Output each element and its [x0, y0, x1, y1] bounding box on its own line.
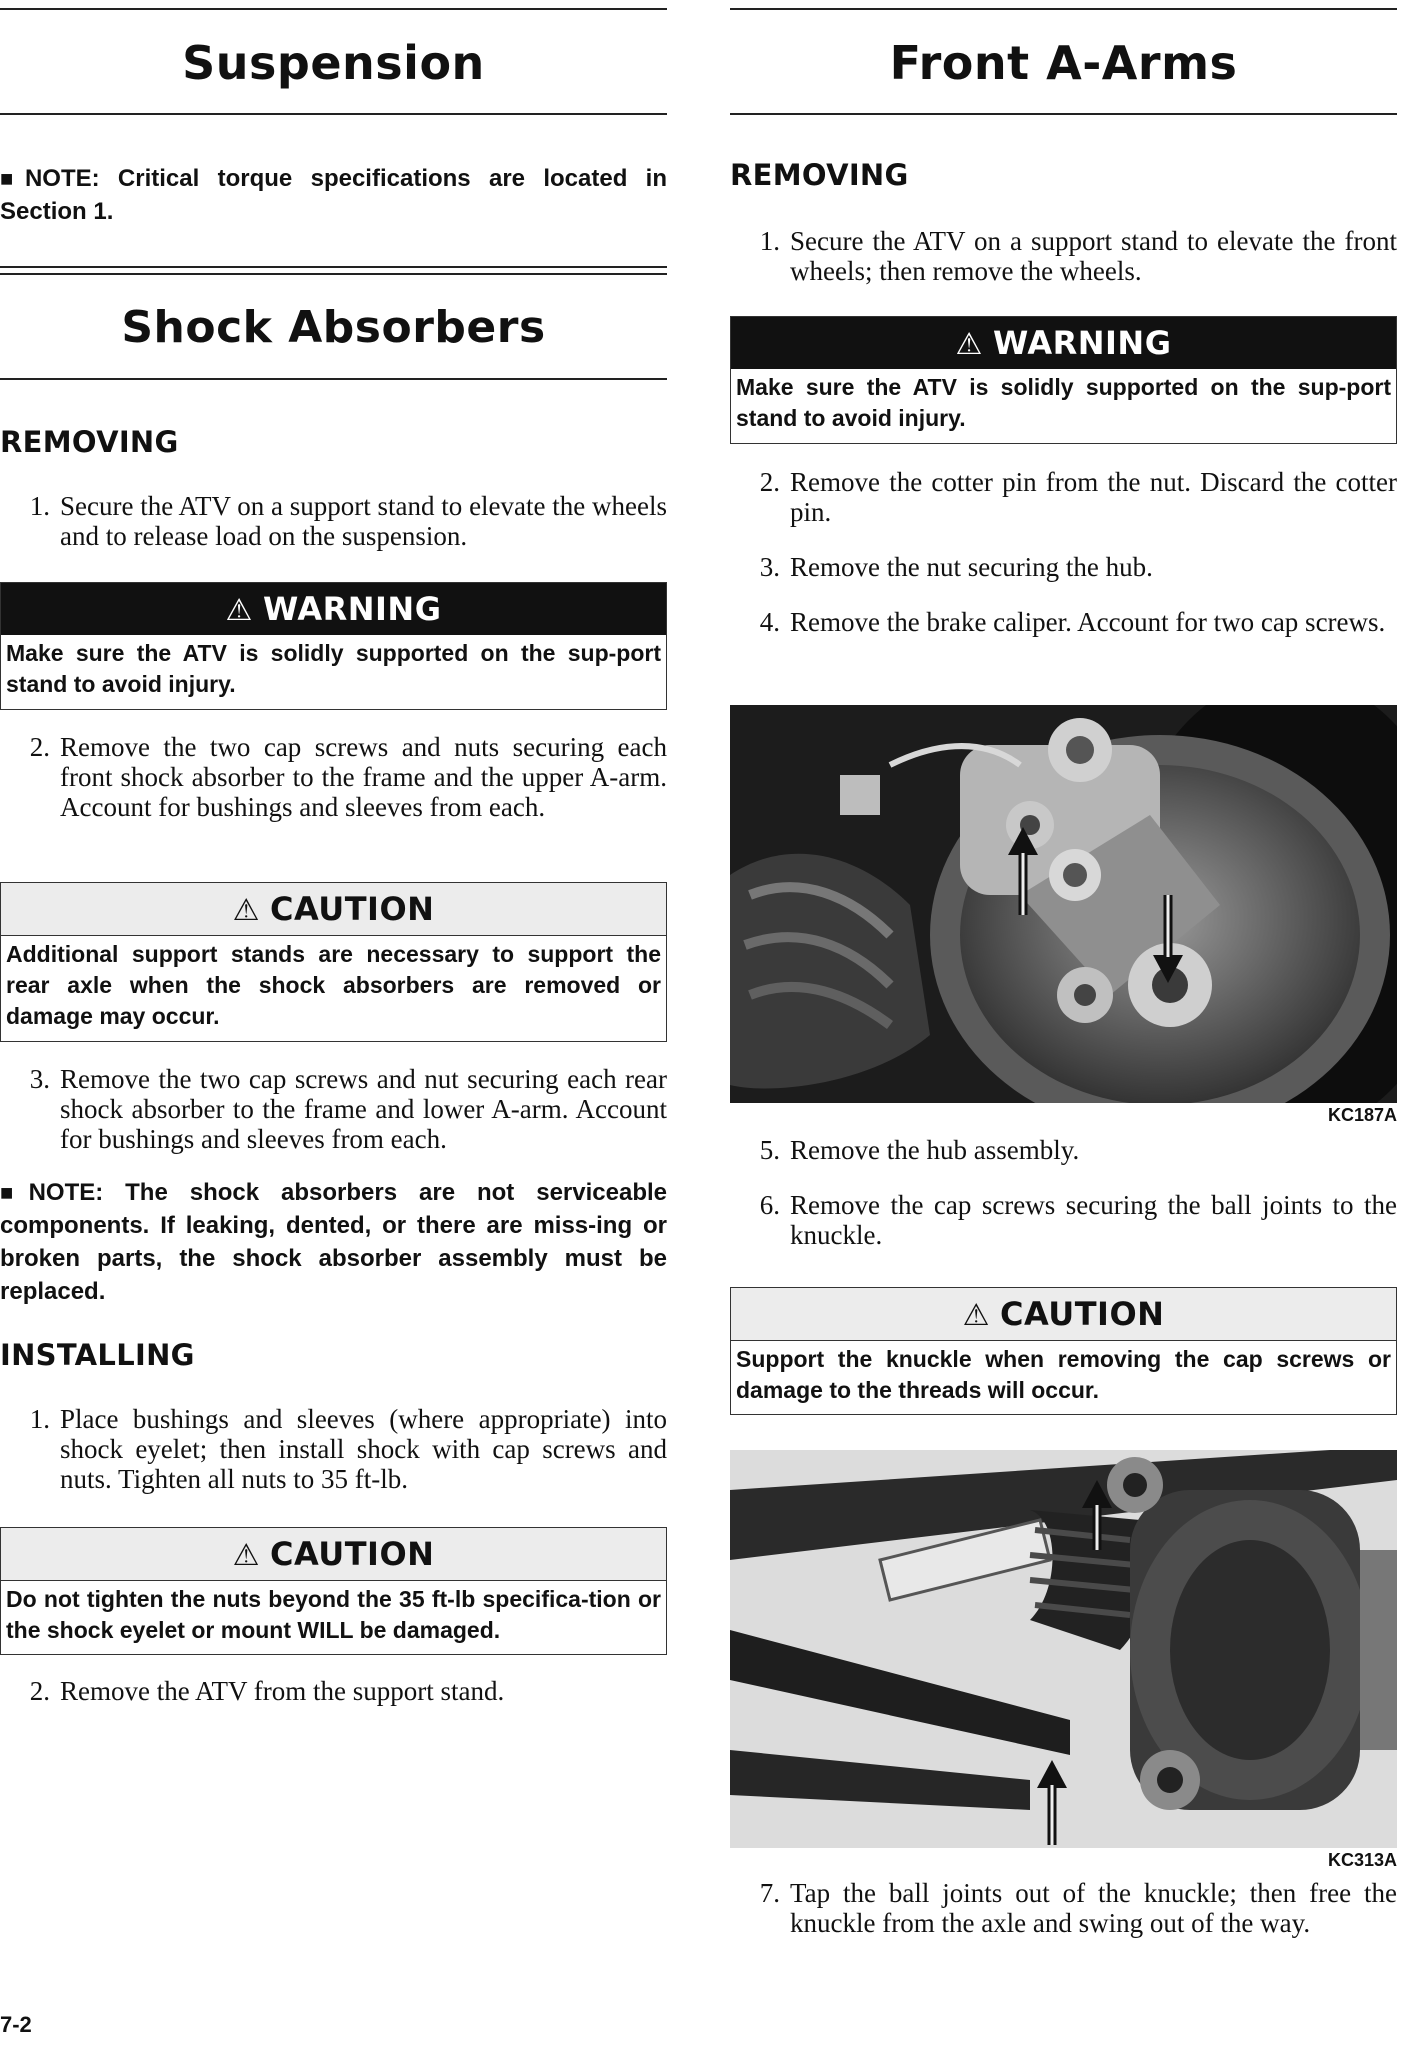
- list-item: 2. Remove the ATV from the support stand.: [29, 1676, 505, 1706]
- warning-body: Make sure the ATV is solidly supported on the sup-port stand to avoid injury.: [6, 640, 661, 697]
- list-item: 1. Secure the ATV on a support stand to elevate the wheels and to release load on the suspension.: [29, 491, 667, 551]
- list-item: 1. Secure the ATV on a support stand to elevate the front wheels; then remove the wheels.: [759, 226, 1397, 286]
- caution-header: ⚠ CAUTION: [731, 1288, 1396, 1341]
- caution-body: Support the knuckle when removing the cap screws or damage to the threads will occur.: [736, 1346, 1391, 1403]
- brake-caliper-illustration: [730, 705, 1397, 1103]
- square-bullet-icon: ■: [0, 1180, 29, 1205]
- title-rule: [0, 113, 667, 115]
- steps-d: [730, 1878, 1397, 1938]
- page-number: 7-2: [0, 2012, 32, 2037]
- top-rule: [730, 8, 1397, 10]
- caution-header: ⚠ CAUTION: [1, 883, 666, 936]
- list-item: 2. Remove the cotter pin from the nut. Discard the cotter pin.: [759, 467, 1397, 527]
- figure-label-kc187a: KC187A: [1327, 1105, 1397, 1125]
- section-title-shock-absorbers: Shock Absorbers: [121, 302, 546, 353]
- removing-heading: REMOVING: [0, 425, 179, 459]
- warning-triangle-icon: ⚠: [962, 1298, 990, 1333]
- removing-steps-1: [0, 491, 667, 551]
- warning-box: [0, 582, 667, 710]
- steps-a: [730, 226, 1397, 286]
- double-rule: [0, 266, 667, 275]
- list-item: 6. Remove the cap screws securing the ball joints to the knuckle.: [759, 1190, 1397, 1250]
- list-item: 2. Remove the two cap screws and nuts securing each front shock absorber to the frame and the upper A-arm. Account for bushings and sleeves from each.: [29, 732, 667, 822]
- installing-steps-1: [0, 1404, 667, 1494]
- list-item: 5. Remove the hub assembly.: [759, 1135, 1080, 1165]
- installing-steps-2: [0, 1676, 667, 1706]
- photo-brake-caliper: [730, 705, 1397, 1103]
- photo-knuckle: [730, 1450, 1397, 1848]
- list-item: 4. Remove the brake caliper. Account for two cap screws.: [759, 607, 1386, 637]
- caution-box: [730, 1287, 1397, 1415]
- section-title-front-a-arms: Front A-Arms: [889, 36, 1238, 90]
- top-rule: [0, 8, 667, 10]
- caution-body: Do not tighten the nuts beyond the 35 ft-lb specifica-tion or the shock eyelet or mount WILL be damaged.: [6, 1586, 661, 1643]
- removing-steps-3: [0, 1064, 667, 1154]
- warning-triangle-icon: ⚠: [955, 327, 983, 362]
- removing-heading: REMOVING: [730, 158, 909, 192]
- warning-body: Make sure the ATV is solidly supported on the sup-port stand to avoid injury.: [736, 374, 1391, 431]
- list-item: 3. Remove the nut securing the hub.: [759, 552, 1153, 582]
- shock-rule: [0, 378, 667, 380]
- warning-triangle-icon: ⚠: [232, 893, 260, 928]
- caution-header: ⚠ CAUTION: [1, 1528, 666, 1581]
- warning-triangle-icon: ⚠: [225, 593, 253, 628]
- knuckle-illustration: [730, 1450, 1397, 1848]
- list-item: 3. Remove the two cap screws and nut securing each rear shock absorber to the frame and lower A-arm. Account for bushings and sleeves from each.: [29, 1064, 667, 1154]
- note-shock-not-serviceable: ■NOTE: The shock absorbers are not serviceable components. If leaking, dented, or there are miss-ing or broken parts, the shock absorber assembly must be replaced.: [0, 1179, 667, 1305]
- caution-body: Additional support stands are necessary to support the rear axle when the shock absorbers are removed or damage may occur.: [6, 941, 661, 1029]
- installing-heading: INSTALLING: [0, 1338, 195, 1372]
- list-item: 7. Tap the ball joints out of the knuckle; then free the knuckle from the axle and swing out of the way.: [759, 1878, 1397, 1938]
- steps-c: [730, 1135, 1397, 1250]
- note-torque: ■NOTE: Critical torque specifications are located in Section 1.: [0, 165, 667, 225]
- warning-box: [730, 316, 1397, 444]
- caution-box-1: [0, 882, 667, 1042]
- figure-label-kc313a: KC313A: [1327, 1850, 1397, 1870]
- caution-box-2: [0, 1527, 667, 1655]
- steps-b: [730, 467, 1397, 637]
- warning-header: ⚠ WARNING: [1, 583, 666, 635]
- square-bullet-icon: ■: [0, 166, 25, 191]
- section-title-suspension: Suspension: [182, 36, 485, 90]
- title-rule: [730, 113, 1397, 115]
- warning-header: ⚠ WARNING: [731, 317, 1396, 369]
- warning-triangle-icon: ⚠: [232, 1538, 260, 1573]
- removing-steps-2: [0, 732, 667, 822]
- list-item: 1. Place bushings and sleeves (where appropriate) into shock eyelet; then install shock with cap screws and nuts. Tighten all nuts to 35 ft-lb.: [29, 1404, 667, 1494]
